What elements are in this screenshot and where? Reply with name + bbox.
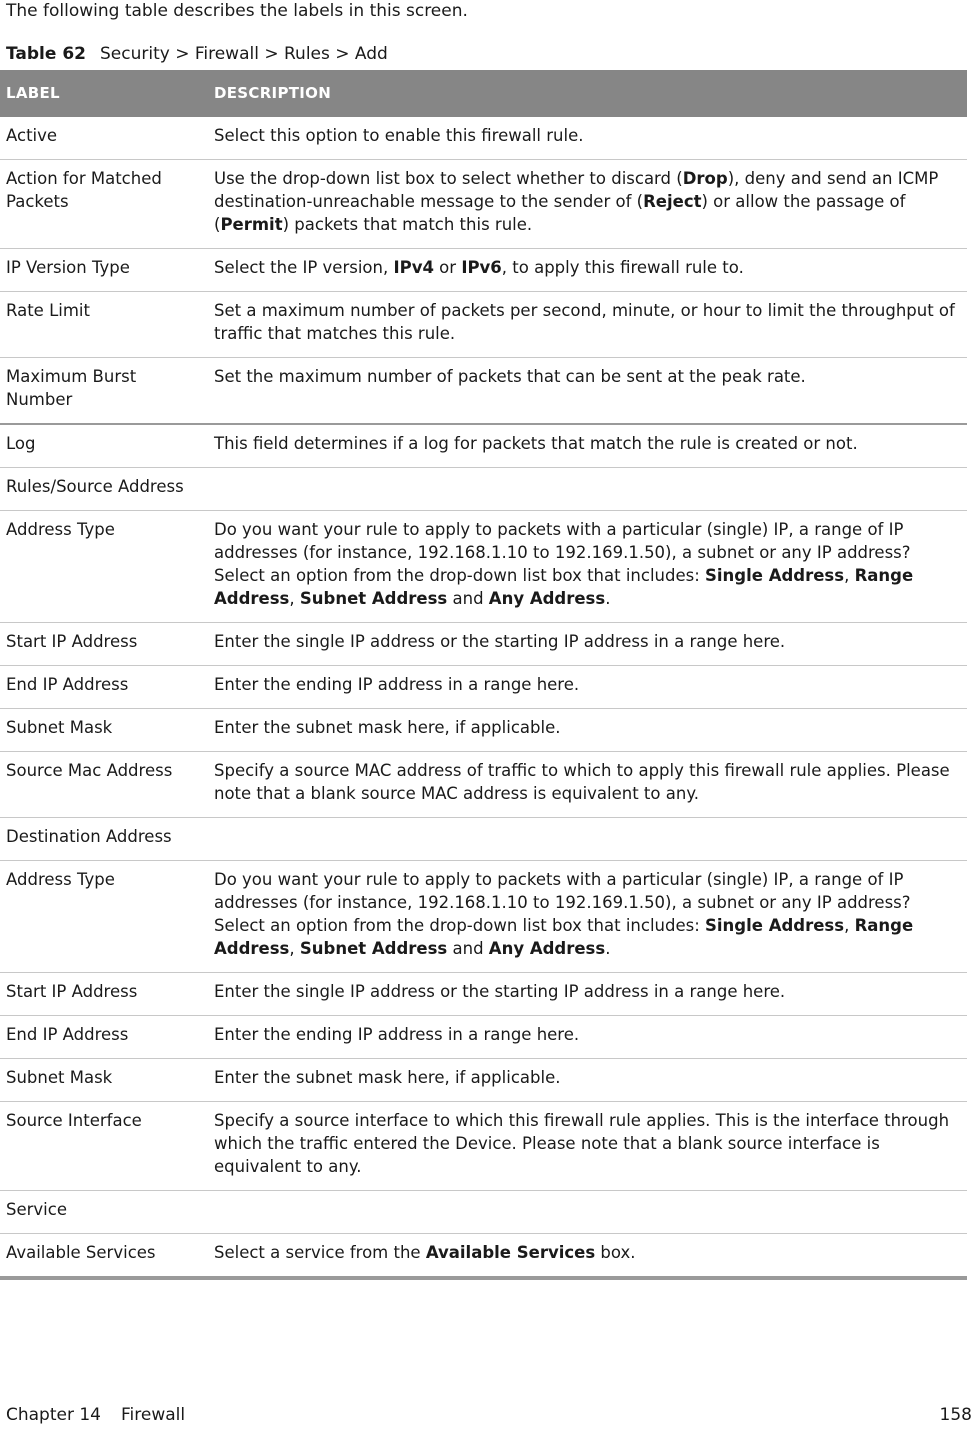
table-row xyxy=(0,1102,967,1191)
row-label: Subnet Mask xyxy=(0,709,208,752)
table-row xyxy=(0,1016,967,1059)
row-label: Address Type xyxy=(0,511,208,623)
section-label: Service xyxy=(0,1191,208,1234)
description-text: and xyxy=(447,589,489,608)
label-column-header: LABEL xyxy=(0,70,208,117)
description-text: Do you want your rule to apply to packets with a particular (single) IP, a range of IP addresses (for instance, 192.168.1.10 to 192.169.1.50), a subnet or any IP address? Select an option from the drop-down list box that includes: xyxy=(214,870,911,935)
description-text: Enter the ending IP address in a range here. xyxy=(214,675,580,694)
table-row xyxy=(0,292,967,358)
description-text: , xyxy=(289,589,300,608)
description-text: , xyxy=(844,566,855,585)
row-description xyxy=(208,1059,967,1102)
row-label: End IP Address xyxy=(0,1016,208,1059)
row-description xyxy=(208,511,967,623)
row-description xyxy=(208,1234,967,1279)
chapter-number: Chapter 14 xyxy=(6,1405,102,1425)
intro-text: The following table describes the labels in this screen. xyxy=(6,1,468,21)
description-text: Set the maximum number of packets that can be sent at the peak rate. xyxy=(214,367,806,386)
row-description xyxy=(208,1102,967,1191)
bold-term: IPv4 xyxy=(393,258,434,277)
row-description xyxy=(208,468,967,511)
row-description xyxy=(208,818,967,861)
bold-term: Any Address xyxy=(488,939,606,958)
table-number: Table 62 xyxy=(6,44,86,64)
table-row xyxy=(0,1059,967,1102)
bold-term: Single Address xyxy=(705,566,845,585)
row-description xyxy=(208,666,967,709)
row-label: Subnet Mask xyxy=(0,1059,208,1102)
description-text: ) or allow the passage of ( xyxy=(214,192,906,234)
row-label: Action for Matched Packets xyxy=(0,160,208,249)
bold-term: IPv6 xyxy=(461,258,502,277)
row-description xyxy=(208,292,967,358)
table-row xyxy=(0,709,967,752)
description-text: ), deny and send an ICMP destination-unreachable message to the sender of ( xyxy=(214,169,939,211)
table-row xyxy=(0,358,967,425)
description-text: Select this option to enable this firewall rule. xyxy=(214,126,584,145)
row-label: Log xyxy=(0,424,208,468)
bold-term: Range Address xyxy=(214,916,914,958)
description-text: or xyxy=(433,258,462,277)
row-label: Maximum Burst Number xyxy=(0,358,208,425)
table-row xyxy=(0,424,967,468)
bold-term: Single Address xyxy=(705,916,845,935)
page-number: 158 xyxy=(939,1405,972,1425)
table-row xyxy=(0,752,967,818)
bold-term: Range Address xyxy=(214,566,914,608)
row-label: Available Services xyxy=(0,1234,208,1279)
description-text: Specify a source MAC address of traffic to which to apply this firewall rule applies. Please note that a blank source MAC address is equivalent to any. xyxy=(214,761,950,803)
section-row xyxy=(0,1191,967,1234)
bold-term: Reject xyxy=(643,192,702,211)
description-text: Enter the subnet mask here, if applicable. xyxy=(214,718,561,737)
description-text: Enter the single IP address or the starting IP address in a range here. xyxy=(214,632,786,651)
bold-term: Drop xyxy=(682,169,728,188)
table-row xyxy=(0,1234,967,1279)
table-row xyxy=(0,249,967,292)
description-text: ) packets that match this rule. xyxy=(282,215,533,234)
description-column-header: DESCRIPTION xyxy=(208,70,967,117)
table-row xyxy=(0,160,967,249)
table-header-row xyxy=(0,70,967,117)
row-label: Address Type xyxy=(0,861,208,973)
row-label: Source Interface xyxy=(0,1102,208,1191)
table-row xyxy=(0,973,967,1016)
description-text: Select the IP version, xyxy=(214,258,394,277)
bold-term: Any Address xyxy=(488,589,606,608)
description-text: and xyxy=(447,939,489,958)
description-text: . xyxy=(605,589,611,608)
label-description-table xyxy=(0,70,967,1280)
description-text: , xyxy=(844,916,855,935)
bold-term: Available Services xyxy=(425,1243,596,1262)
row-label: Start IP Address xyxy=(0,623,208,666)
bold-term: Subnet Address xyxy=(299,589,448,608)
row-description xyxy=(208,973,967,1016)
section-label: Destination Address xyxy=(0,818,208,861)
table-row xyxy=(0,666,967,709)
row-label: Source Mac Address xyxy=(0,752,208,818)
description-text: Enter the single IP address or the starting IP address in a range here. xyxy=(214,982,786,1001)
description-text: This field determines if a log for packets that match the rule is created or not. xyxy=(214,434,858,453)
description-text: box. xyxy=(595,1243,636,1262)
row-description xyxy=(208,160,967,249)
description-text: , xyxy=(289,939,300,958)
row-label: Rate Limit xyxy=(0,292,208,358)
section-row xyxy=(0,818,967,861)
row-description xyxy=(208,861,967,973)
table-title: Security > Firewall > Rules > Add xyxy=(99,44,388,64)
table-row xyxy=(0,861,967,973)
row-description xyxy=(208,249,967,292)
row-description xyxy=(208,424,967,468)
row-description xyxy=(208,709,967,752)
row-description xyxy=(208,358,967,425)
section-row xyxy=(0,468,967,511)
row-label: Start IP Address xyxy=(0,973,208,1016)
page-footer-chapter xyxy=(6,1404,185,1426)
bold-term: Subnet Address xyxy=(299,939,448,958)
table-caption xyxy=(6,43,388,65)
row-label: Active xyxy=(0,117,208,160)
section-label: Rules/Source Address xyxy=(0,468,208,511)
row-label: IP Version Type xyxy=(0,249,208,292)
description-text: . xyxy=(605,939,611,958)
row-description xyxy=(208,1016,967,1059)
row-description xyxy=(208,623,967,666)
row-description xyxy=(208,117,967,160)
description-text: Enter the subnet mask here, if applicable. xyxy=(214,1068,561,1087)
table-row xyxy=(0,511,967,623)
description-text: Enter the ending IP address in a range here. xyxy=(214,1025,580,1044)
bold-term: Permit xyxy=(220,215,283,234)
table-row xyxy=(0,117,967,160)
chapter-title: Firewall xyxy=(121,1405,186,1425)
description-text: Specify a source interface to which this firewall rule applies. This is the interface through which the traffic entered the Device. Please note that a blank source interface is equivalent to any. xyxy=(214,1111,950,1176)
description-text: Select a service from the xyxy=(214,1243,426,1262)
description-text: Set a maximum number of packets per second, minute, or hour to limit the throughput of traffic that matches this rule. xyxy=(214,301,955,343)
description-text: , to apply this firewall rule to. xyxy=(501,258,744,277)
row-description xyxy=(208,752,967,818)
description-text: Use the drop-down list box to select whether to discard ( xyxy=(214,169,683,188)
row-label: End IP Address xyxy=(0,666,208,709)
table-row xyxy=(0,623,967,666)
row-description xyxy=(208,1191,967,1234)
description-text: Do you want your rule to apply to packets with a particular (single) IP, a range of IP addresses (for instance, 192.168.1.10 to 192.169.1.50), a subnet or any IP address? Select an option from the drop-down list box that includes: xyxy=(214,520,911,585)
